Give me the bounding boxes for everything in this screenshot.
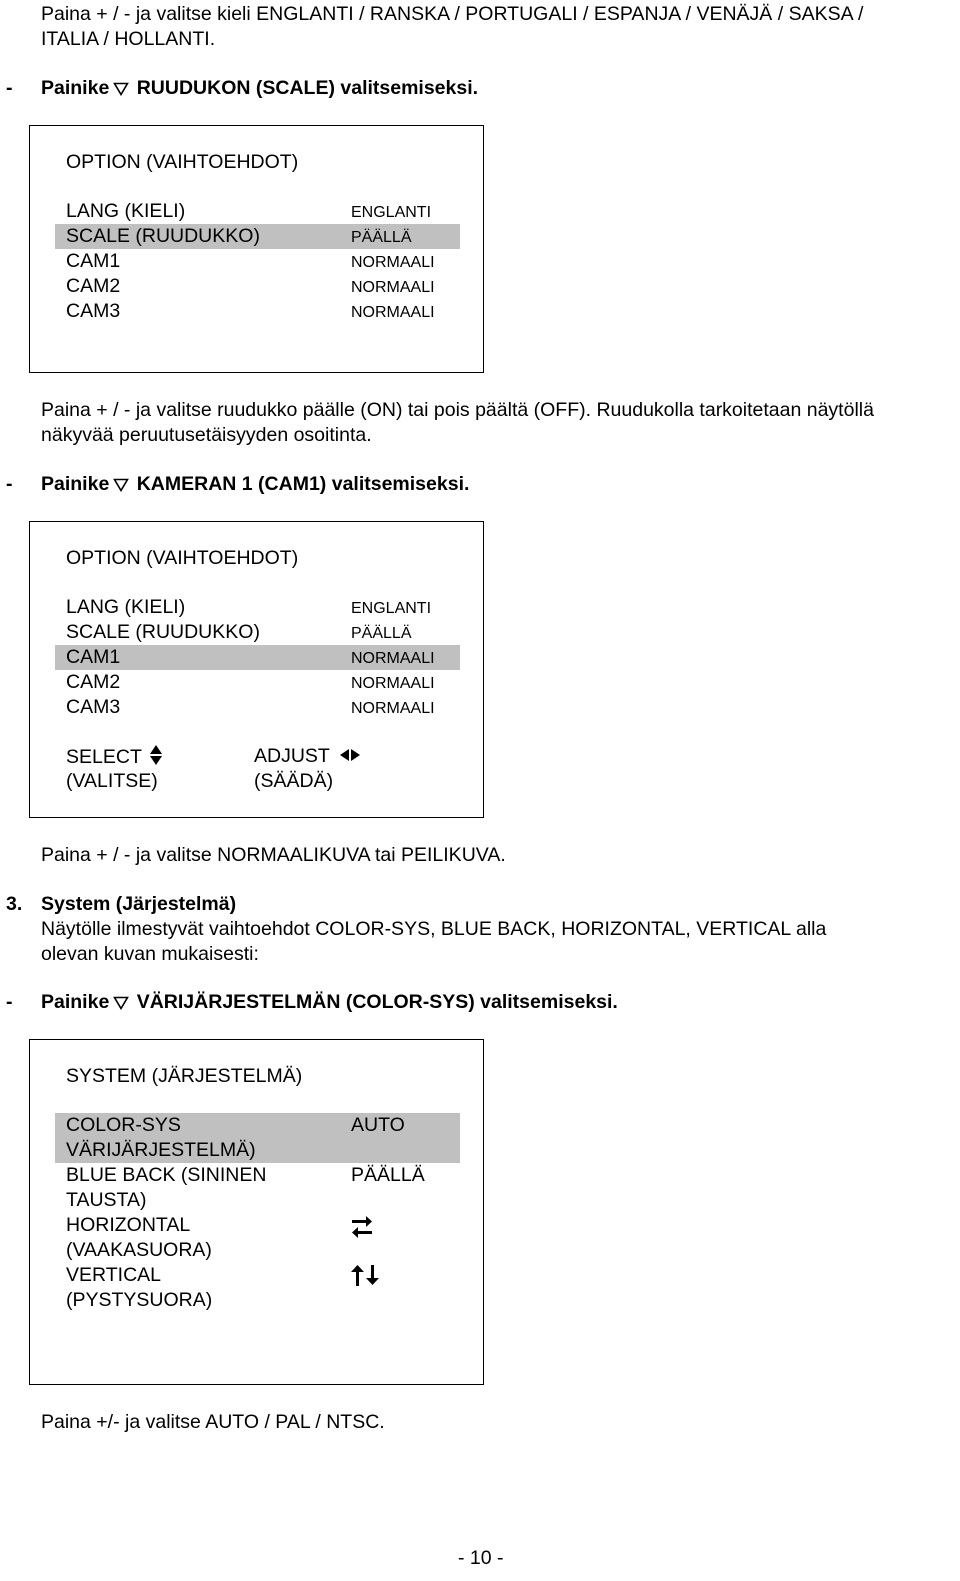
row-value: NORMAALI bbox=[351, 304, 435, 321]
row-label-line-1: VERTICAL bbox=[66, 1264, 162, 1286]
color-sys-note: Paina +/- ja valitse AUTO / PAL / NTSC. bbox=[41, 1411, 385, 1433]
row-label: CAM2 bbox=[66, 275, 121, 297]
page-number: - 10 - bbox=[458, 1547, 504, 1569]
step-dash: - bbox=[6, 473, 13, 495]
row-label-line-1: COLOR-SYS bbox=[66, 1114, 181, 1136]
scale-note-line-1: Paina + / - ja valitse ruudukko päälle (ON) tai pois päältä (OFF). Ruudukolla tarkoitetaan näytöllä bbox=[41, 399, 874, 421]
step-dash: - bbox=[6, 77, 13, 99]
row-label-line-2: (PYSTYSUORA) bbox=[66, 1289, 213, 1311]
row-label: CAM2 bbox=[66, 671, 121, 693]
horizontal-flip-arrows-icon bbox=[351, 1215, 373, 1241]
row-label-line-2: VÄRIJÄRJESTELMÄ) bbox=[66, 1139, 256, 1161]
step-color-sys bbox=[6, 990, 618, 1015]
menu-row-cam3 bbox=[55, 299, 460, 324]
menu-row-cam2 bbox=[55, 274, 460, 299]
row-value: NORMAALI bbox=[351, 675, 435, 692]
menu-row-lang bbox=[55, 595, 460, 620]
row-value: ENGLANTI bbox=[351, 600, 432, 617]
section-line-2: olevan kuvan mukaisesti: bbox=[41, 943, 259, 965]
adjust-label: ADJUST bbox=[254, 745, 330, 767]
step-dash: - bbox=[6, 991, 13, 1013]
row-value: AUTO bbox=[351, 1114, 405, 1136]
section-heading: System (Järjestelmä) bbox=[41, 893, 237, 915]
menu-row-scale-selected bbox=[55, 224, 460, 249]
menu-row-cam1-selected bbox=[55, 645, 460, 670]
menu-row-vertical bbox=[55, 1263, 460, 1313]
row-label: CAM1 bbox=[66, 250, 121, 272]
row-label-line-1: HORIZONTAL bbox=[66, 1214, 191, 1236]
row-value: NORMAALI bbox=[351, 650, 435, 667]
select-label: SELECT bbox=[66, 746, 142, 768]
menu-title: SYSTEM (JÄRJESTELMÄ) bbox=[66, 1065, 303, 1087]
left-right-arrow-icon bbox=[339, 748, 361, 762]
row-label: CAM3 bbox=[66, 300, 121, 322]
row-value: PÄÄLLÄ bbox=[351, 625, 412, 642]
cam-note: Paina + / - ja valitse NORMAALIKUVA tai PEILIKUVA. bbox=[41, 844, 506, 866]
scale-note-line-2: näkyvää peruutusetäisyyden osoitinta. bbox=[41, 424, 372, 446]
menu-title: OPTION (VAIHTOEHDOT) bbox=[66, 151, 299, 173]
row-label: LANG (KIELI) bbox=[66, 596, 186, 618]
select-sub: (VALITSE) bbox=[66, 770, 158, 792]
vertical-flip-arrows-icon bbox=[351, 1264, 379, 1287]
adjust-sub: (SÄÄDÄ) bbox=[254, 770, 334, 792]
row-label: CAM3 bbox=[66, 696, 121, 718]
menu-row-lang bbox=[55, 199, 460, 224]
menu-row-blue-back bbox=[55, 1163, 460, 1213]
down-triangle-icon bbox=[113, 478, 129, 492]
row-label: SCALE (RUUDUKKO) bbox=[66, 225, 260, 247]
menu-row-horizontal bbox=[55, 1213, 460, 1263]
step-text: RUUDUKON (SCALE) valitsemiseksi. bbox=[136, 77, 479, 99]
step-cam1 bbox=[6, 472, 469, 497]
row-label: CAM1 bbox=[66, 646, 121, 668]
step-scale bbox=[6, 76, 478, 101]
up-down-arrow-icon bbox=[149, 744, 163, 766]
row-value: NORMAALI bbox=[351, 279, 435, 296]
legend-select bbox=[66, 744, 163, 770]
row-label-line-2: (VAAKASUORA) bbox=[66, 1239, 212, 1261]
row-value: ENGLANTI bbox=[351, 204, 432, 221]
osd-menu-system bbox=[29, 1039, 484, 1385]
step-word: Painike bbox=[41, 991, 110, 1013]
step-word: Painike bbox=[41, 77, 110, 99]
step-text: KAMERAN 1 (CAM1) valitsemiseksi. bbox=[136, 473, 470, 495]
section-number: 3. bbox=[6, 893, 23, 915]
osd-menu-option-scale bbox=[29, 125, 484, 373]
row-value: PÄÄLLÄ bbox=[351, 1164, 425, 1186]
menu-row-cam2 bbox=[55, 670, 460, 695]
row-label: SCALE (RUUDUKKO) bbox=[66, 621, 260, 643]
menu-row-cam1 bbox=[55, 249, 460, 274]
down-triangle-icon bbox=[113, 996, 129, 1010]
section-line-1: Näytölle ilmestyvät vaihtoehdot COLOR-SYS, BLUE BACK, HORIZONTAL, VERTICAL alla bbox=[41, 918, 827, 940]
osd-menu-option-cam1 bbox=[29, 521, 484, 818]
intro-line-2: ITALIA / HOLLANTI. bbox=[41, 28, 216, 50]
step-text: VÄRIJÄRJESTELMÄN (COLOR-SYS) valitsemiseksi. bbox=[136, 991, 618, 1013]
legend-adjust bbox=[254, 744, 361, 769]
row-label-line-1: BLUE BACK (SININEN bbox=[66, 1164, 267, 1186]
row-value: PÄÄLLÄ bbox=[351, 229, 412, 246]
step-word: Painike bbox=[41, 473, 110, 495]
menu-row-color-sys-selected bbox=[55, 1113, 460, 1163]
row-label: LANG (KIELI) bbox=[66, 200, 186, 222]
row-value: NORMAALI bbox=[351, 700, 435, 717]
intro-line-1: Paina + / - ja valitse kieli ENGLANTI / RANSKA / PORTUGALI / ESPANJA / VENÄJÄ / SAKSA / bbox=[41, 3, 864, 25]
menu-title: OPTION (VAIHTOEHDOT) bbox=[66, 547, 299, 569]
row-value: NORMAALI bbox=[351, 254, 435, 271]
menu-row-cam3 bbox=[55, 695, 460, 720]
down-triangle-icon bbox=[113, 82, 129, 96]
menu-row-scale bbox=[55, 620, 460, 645]
row-label-line-2: TAUSTA) bbox=[66, 1189, 147, 1211]
